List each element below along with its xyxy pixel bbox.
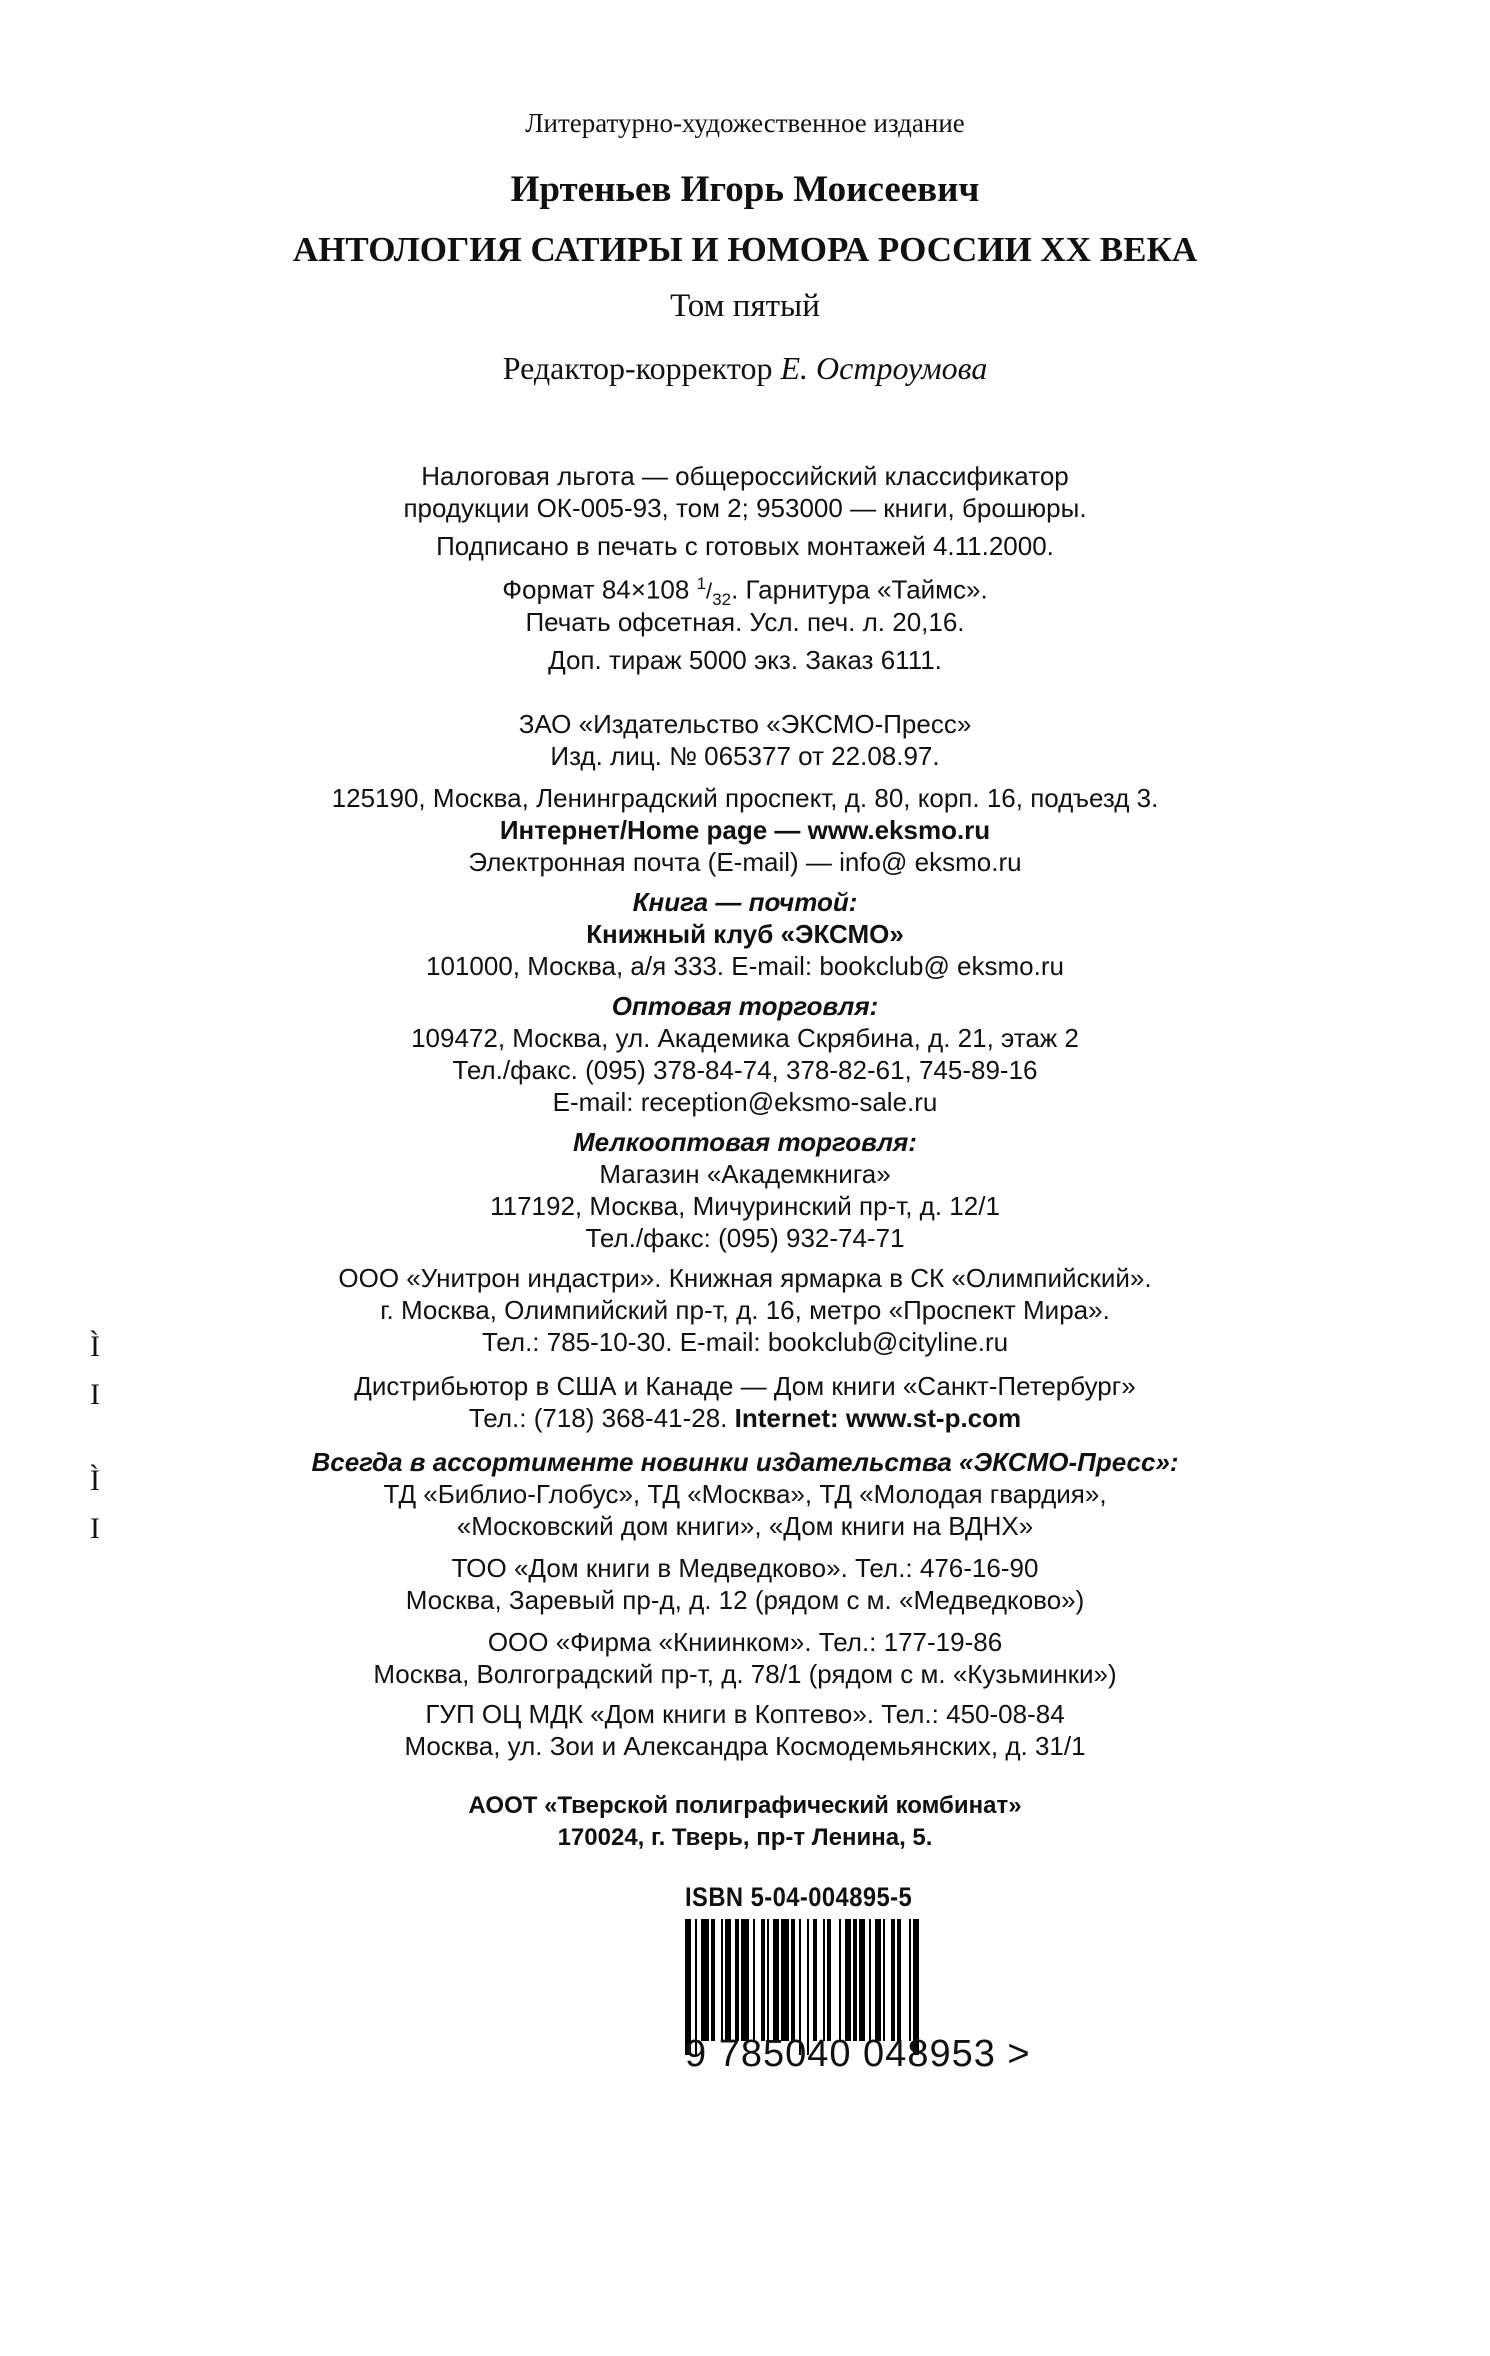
margin-mark-4: I [90,1512,100,1545]
assortment-line-7: ГУП ОЦ МДК «Дом книги в Коптево». Тел.: 450-08-84 [425,1699,1065,1729]
distributor-line: Дистрибьютор в США и Канаде — Дом книги «Санкт-Петербург» [354,1371,1136,1401]
barcode-bar [701,1919,709,2041]
book-club-address[interactable]: 101000, Москва, а/я 333. E-mail: bookclub@ eksmo.ru [426,951,1064,981]
barcode-bars [685,1919,1020,2041]
format-suffix: . Гарнитура «Таймс». [731,574,988,605]
assortment-line-6: Москва, Волгоградский пр-т, д. 78/1 (рядом с м. «Кузьминки») [373,1659,1117,1689]
format-prefix: Формат 84×108 [502,574,690,605]
assortment-line-3: ТОО «Дом книги в Медведково». Тел.: 476-16-90 [451,1553,1039,1583]
publisher-name: ЗАО «Издательство «ЭКСМО-Пресс» [518,709,972,739]
small-wholesale-phone: Тел./факс: (095) 932-74-71 [585,1223,905,1253]
assortment-line-2: «Московский дом книги», «Дом книги на ВДНХ» [456,1511,1034,1541]
format-numerator: 1 [696,574,707,593]
barcode-bar [741,1919,749,2041]
tax-line-1: Налоговая льгота — общероссийский классификатор [421,461,1069,491]
print-run-line: Доп. тираж 5000 экз. Заказ 6111. [548,645,942,675]
editor-label: Редактор-корректор [502,350,773,386]
format-denominator: 32 [712,589,732,609]
printer-address: 170024, г. Тверь, пр-т Ленина, 5. [557,1824,933,1851]
assortment-line-4: Москва, Заревый пр-д, д. 12 (рядом с м. «Медведково») [405,1585,1085,1615]
margin-mark-3: Ì [90,1464,100,1497]
printer-name: АООТ «Тверской полиграфический комбинат» [468,1792,1022,1819]
small-wholesale-heading: Мелкооптовая торговля: [573,1127,917,1157]
mail-order-heading: Книга — почтой: [632,887,858,917]
barcode-bar [781,1919,789,2041]
publisher-license: Изд. лиц. № 065377 от 22.08.97. [550,741,940,771]
barcode-block [685,1882,1031,2075]
wholesale-email[interactable]: E-mail: reception@eksmo-sale.ru [552,1087,938,1117]
book-title: АНТОЛОГИЯ САТИРЫ И ЮМОРА РОССИИ XX ВЕКА [292,230,1198,269]
assortment-line-1: ТД «Библио-Глобус», ТД «Москва», ТД «Молодая гвардия», [383,1479,1107,1509]
editor-name: Е. Остроумова [780,350,988,386]
unitron-line-3[interactable]: Тел.: 785-10-30. E-mail: bookclub@cityline.ru [481,1327,1009,1357]
margin-mark-1: Ì [90,1330,100,1363]
barcode-gap [901,1919,909,2041]
unitron-line-2: г. Москва, Олимпийский пр-т, д. 16, метро «Проспект Мира». [380,1295,1110,1325]
small-wholesale-address: 117192, Москва, Мичуринский пр-т, д. 12/1 [490,1191,1000,1221]
margin-mark-2: I [90,1378,100,1411]
assortment-line-5: ООО «Фирма «Книинком». Тел.: 177-19-86 [487,1627,1003,1657]
distributor-contacts [0,1402,1490,1434]
publisher-email[interactable]: Электронная почта (E-mail) — info@ eksmo.ru [468,847,1022,877]
assortment-heading: Всегда в ассортименте новинки издательства «ЭКСМО-Пресс»: [311,1447,1179,1477]
volume-label: Том пятый [670,288,820,324]
barcode-gap [831,1919,839,2041]
print-line: Печать офсетная. Усл. печ. л. 20,16. [525,607,965,637]
wholesale-address: 109472, Москва, ул. Академика Скрябина, д. 21, этаж 2 [411,1023,1079,1053]
editor-line [0,350,1490,387]
tax-line-2: продукции ОК-005-93, том 2; 953000 — книги, брошюры. [403,493,1087,523]
format-line: Формат 84×108 $^1/_{32}$. Гарнитура «Таймс». [502,574,988,609]
distributor-internet[interactable]: Internet: www.st-p.com [734,1403,1022,1433]
barcode-gap [919,1919,923,2041]
publisher-homepage[interactable]: Интернет/Home page — www.eksmo.ru [499,815,991,845]
publisher-address: 125190, Москва, Ленинградский проспект, д. 80, корп. 16, подъезд 3. [331,783,1159,813]
book-club-name: Книжный клуб «ЭКСМО» [586,919,904,949]
barcode-digits: 9 785040 048953 > [685,2033,1031,2075]
genre-line: Литературно-художественное издание [525,108,965,138]
signed-line: Подписано в печать с готовых монтажей 4.11.2000. [436,531,1054,561]
author-name: Иртеньев Игорь Моисеевич [510,169,980,210]
wholesale-phone: Тел./факс. (095) 378-84-74, 378-82-61, 745-89-16 [452,1055,1038,1085]
wholesale-heading: Оптовая торговля: [611,991,879,1021]
unitron-line-1: ООО «Унитрон индастри». Книжная ярмарка в СК «Олимпийский». [338,1263,1152,1293]
small-wholesale-shop: Магазин «Академкнига» [599,1159,891,1189]
assortment-line-8: Москва, ул. Зои и Александра Космодемьянских, д. 31/1 [404,1731,1086,1761]
distributor-phone: Тел.: (718) 368-41-28. [468,1403,728,1433]
isbn-label: ISBN 5-04-004895-5 [685,1882,913,1912]
